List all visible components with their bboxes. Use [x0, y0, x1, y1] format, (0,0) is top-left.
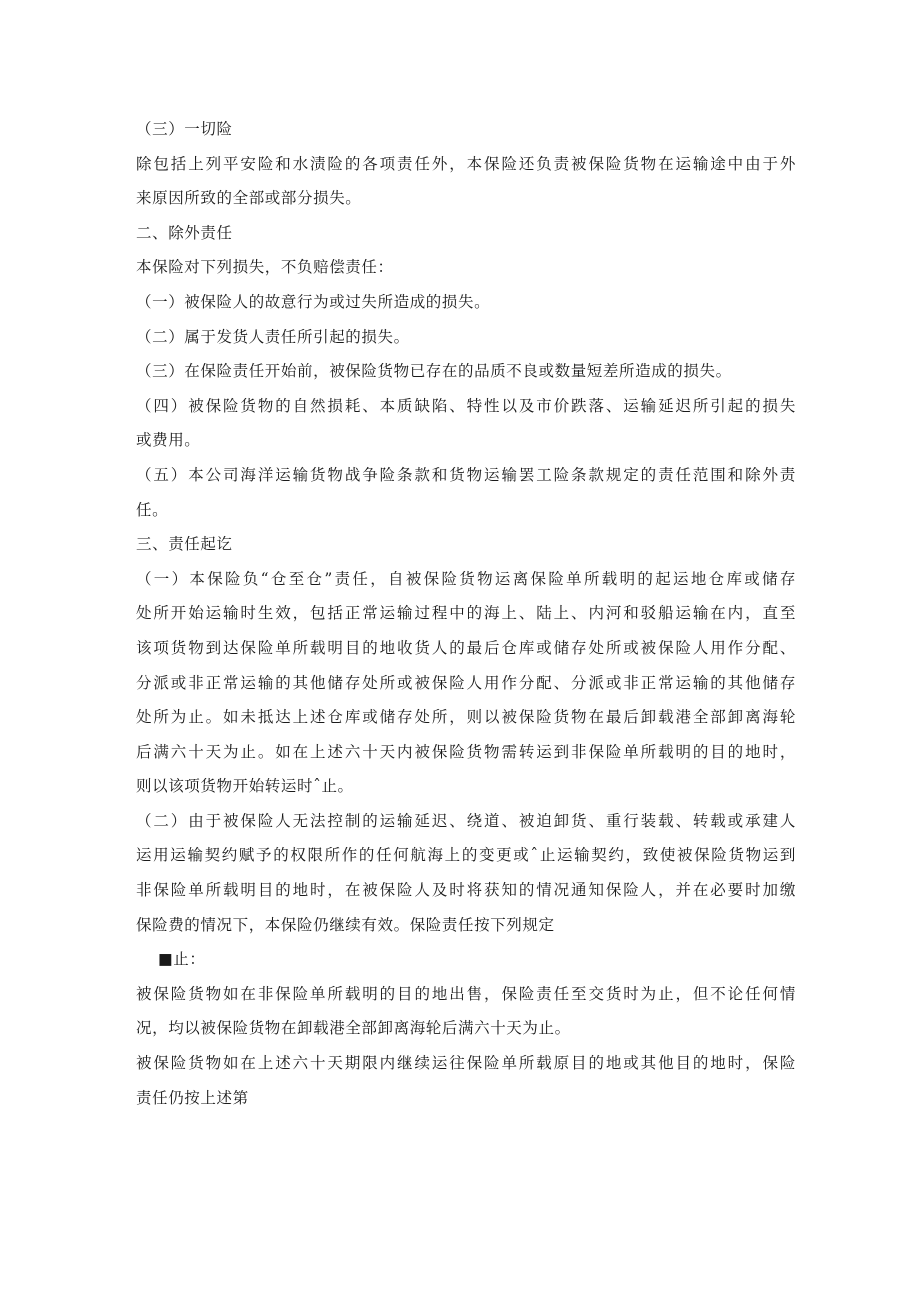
paragraph-line: 除包括上列平安险和水渍险的各项责任外，本保险还负责被保险货物在运输途中由于外 [136, 154, 796, 173]
paragraph-line: 来原因所致的全部或部分损失。 [136, 189, 362, 208]
paragraph-line: 后满六十天为止。如在上述六十天内被保险货物需转运到非保险单所载明的目的地时， [136, 742, 796, 761]
list-item: （一）本保险负“仓至仓”责任，自被保险货物运离保险单所载明的起运地仓库或储存 [136, 569, 796, 588]
paragraph-line: 运用运输契约赋予的权限所作的任何航海上的变更或ˆ止运输契约，致使被保险货物运到 [136, 846, 796, 865]
list-item-continuation: 或费用。 [136, 431, 201, 450]
paragraph-line: 分派或非正常运输的其他储存处所或被保险人用作分配、分派或非正常运输的其他储存 [136, 673, 796, 692]
document-body [136, 112, 796, 1115]
paragraph-line: 非保险单所载明目的地时，在被保险人及时将获知的情况通知保险人，并在必要时加缴 [136, 881, 796, 900]
list-item: （一）被保险人的故意行为或过失所造成的损失。 [136, 292, 491, 311]
paragraph-line: 被保险货物如在上述六十天期限内继续运往保险单所载原目的地或其他目的地时，保险 [136, 1054, 796, 1073]
paragraph-line: 则以该项货物开始转运时ˆ止。 [136, 777, 354, 796]
list-item: （三）在保险责任开始前，被保险货物已存在的品质不良或数量短差所造成的损失。 [136, 362, 732, 381]
paragraph-line: 责任仍按上述第 [136, 1088, 249, 1107]
paragraph-line: ■止： [158, 950, 206, 969]
list-item: （五）本公司海洋运输货物战争险条款和货物运输罢工险条款规定的责任范围和除外责 [136, 465, 796, 484]
paragraph-line: 处所开始运输时生效，包括正常运输过程中的海上、陆上、内河和驳船运输在内，直至 [136, 604, 796, 623]
paragraph-line: 该项货物到达保险单所载明目的地收货人的最后仓库或储存处所或被保险人用作分配、 [136, 638, 796, 657]
paragraph-line: 被保险货物如在非保险单所载明的目的地出售，保险责任至交货时为止，但不论任何情 [136, 984, 796, 1003]
heading-all-risks: （三）一切险 [136, 120, 233, 138]
paragraph-line: 保险费的情况下，本保险仍继续有效。保险责任按下列规定 [136, 915, 555, 934]
paragraph-line: 处所为止。如未抵达上述仓库或储存处所，则以被保险货物在最后卸载港全部卸离海轮 [136, 708, 796, 727]
list-item: （二）由于被保险人无法控制的运输延迟、绕道、被迫卸货、重行装载、转载或承建人 [136, 811, 796, 830]
section-heading-exclusions: 二、除外责任 [136, 223, 233, 242]
paragraph-line: 本保险对下列损失，不负赔偿责任： [136, 258, 394, 277]
list-item-continuation: 任。 [136, 500, 169, 519]
section-heading-duration: 三、责任起讫 [136, 535, 233, 554]
list-item: （四）被保险货物的自然损耗、本质缺陷、特性以及市价跌落、运输延迟所引起的损失 [136, 396, 796, 415]
list-item: （二）属于发货人责任所引起的损失。 [136, 327, 410, 346]
paragraph-line: 况，均以被保险货物在卸载港全部卸离海轮后满六十天为止。 [136, 1019, 571, 1038]
